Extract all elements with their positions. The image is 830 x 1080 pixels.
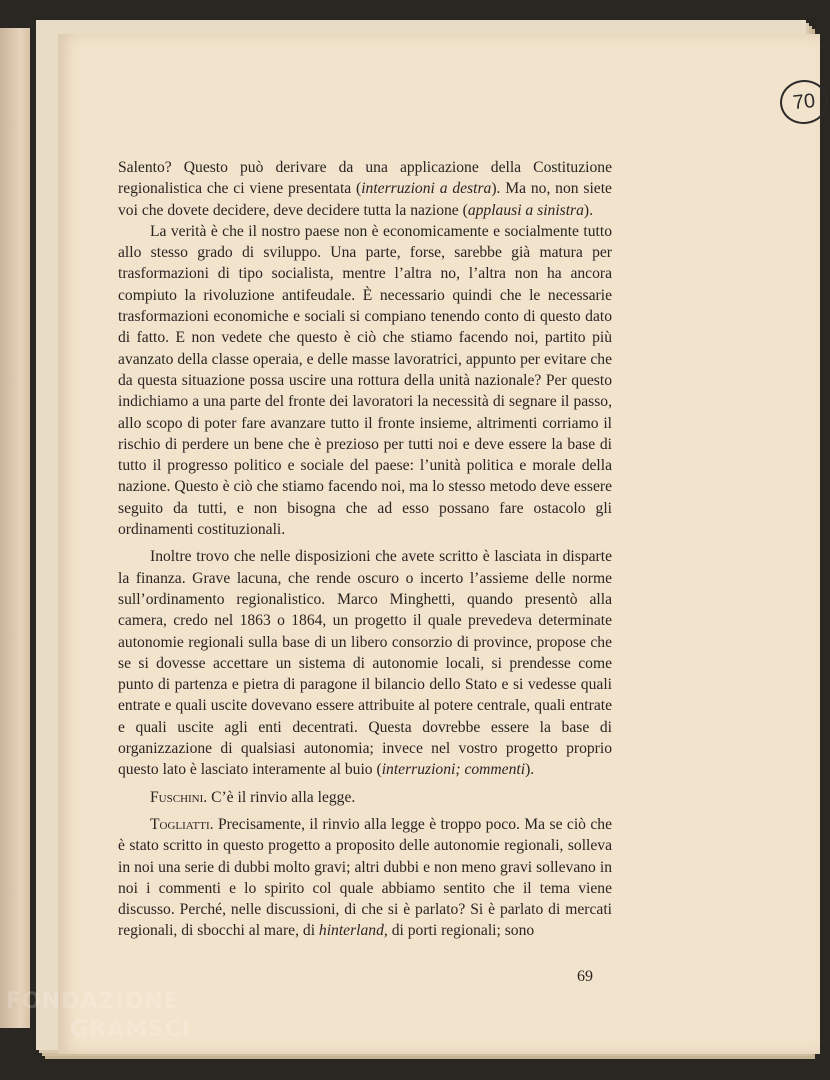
body-text bbox=[118, 157, 612, 942]
facing-page-edge bbox=[0, 28, 30, 1028]
paragraph-1: Salento? Questo può derivare da una applicazione della Costituzione regionalistica che ci viene presentata (interruzioni a destra). Ma no, non siete voi che dovete decidere, deve decidere tutta la nazione (applausi a sinistra). bbox=[118, 159, 612, 219]
page-number: 69 bbox=[577, 968, 593, 985]
watermark: FONDAZIONE GRAMSCI bbox=[6, 989, 192, 1042]
speaker-name: Fuschini. bbox=[150, 788, 208, 806]
paragraph-3: Inoltre trovo che nelle disposizioni che avete scritto è lasciata in disparte la finanza. Grave lacuna, che rende oscuro o incerto l’assieme delle norme sull’ordinamento regionalistico. Marco Minghetti, quando presentò alla camera, credo nel 1863 o 1864, un progetto il quale prevedeva determinate autonomie regionali sulla base di un libero consorzio di province, propose che se si dovesse accettare un sistema di autonomie locali, si prendesse come punto di partenza e pietra di paragone il bilancio dello Stato e si vedesse quali entrate e quali uscite dovevano essere attribuite al potere centrale, quali entrate e quali uscite agli enti decentrati. Questa dovrebbe essere la base di organizzazione di qualsiasi autonomia; invece nel vostro progetto proprio questo lato è lasciato interamente al buio (interruzioni; commenti). bbox=[118, 548, 612, 779]
handwritten-page-annotation: 70 bbox=[778, 78, 830, 127]
paragraph-2: La verità è che il nostro paese non è economicamente e socialmente tutto allo stesso grado di sviluppo. Una parte, forse, sarebbe già matura per trasformazioni di tipo socialista, mentre l’altra no, l’altra non ha ancora compiuto la rivoluzione antifeudale. È necessario quindi che le necessarie trasformazioni economiche e sociali si compiano tenendo conto di questo dato di fatto. E non vedete che questo è ciò che stiamo facendo noi, partito più avanzato della classe operaia, e delle masse lavoratrici, appunto per evitare che da questa situazione possa uscire una rottura della unità nazionale? Per questo indichiamo a una parte del fronte dei lavoratori la necessità di segnare il passo, allo scopo di poter fare avanzare tutto il fronte insieme, altrimenti corriamo il rischio di perdere un bene che è prezioso per tutti noi e deve essere la base di tutto il progresso politico e sociale del paese: l’unità politica e morale della nazione. Questo è ciò che stiamo facendo noi, ma lo stesso metodo deve essere seguito da tutti, e non bisogna che ad esso possano fare ostacolo gli ordinamenti costituzionali. bbox=[118, 222, 612, 539]
paragraph-5: Togliatti. Precisamente, il rinvio alla legge è troppo poco. Ma se ciò che è stato scritto in questo progetto a proposito delle autonomie regionali, solleva in noi una serie di dubbi molto gravi; altri dubbi e non meno gravi sollevano in noi i commenti e lo spirito col quale abbiamo sentito che il tema viene discusso. Perché, nelle discussioni, di che si è parlato? Si è parlato di mercati regionali, di sbocchi al mare, di hinterland, di porti regionali; sono bbox=[118, 815, 612, 940]
paragraph-4: Fuschini. C’è il rinvio alla legge. bbox=[150, 788, 356, 806]
speaker-name: Togliatti. bbox=[150, 815, 214, 833]
